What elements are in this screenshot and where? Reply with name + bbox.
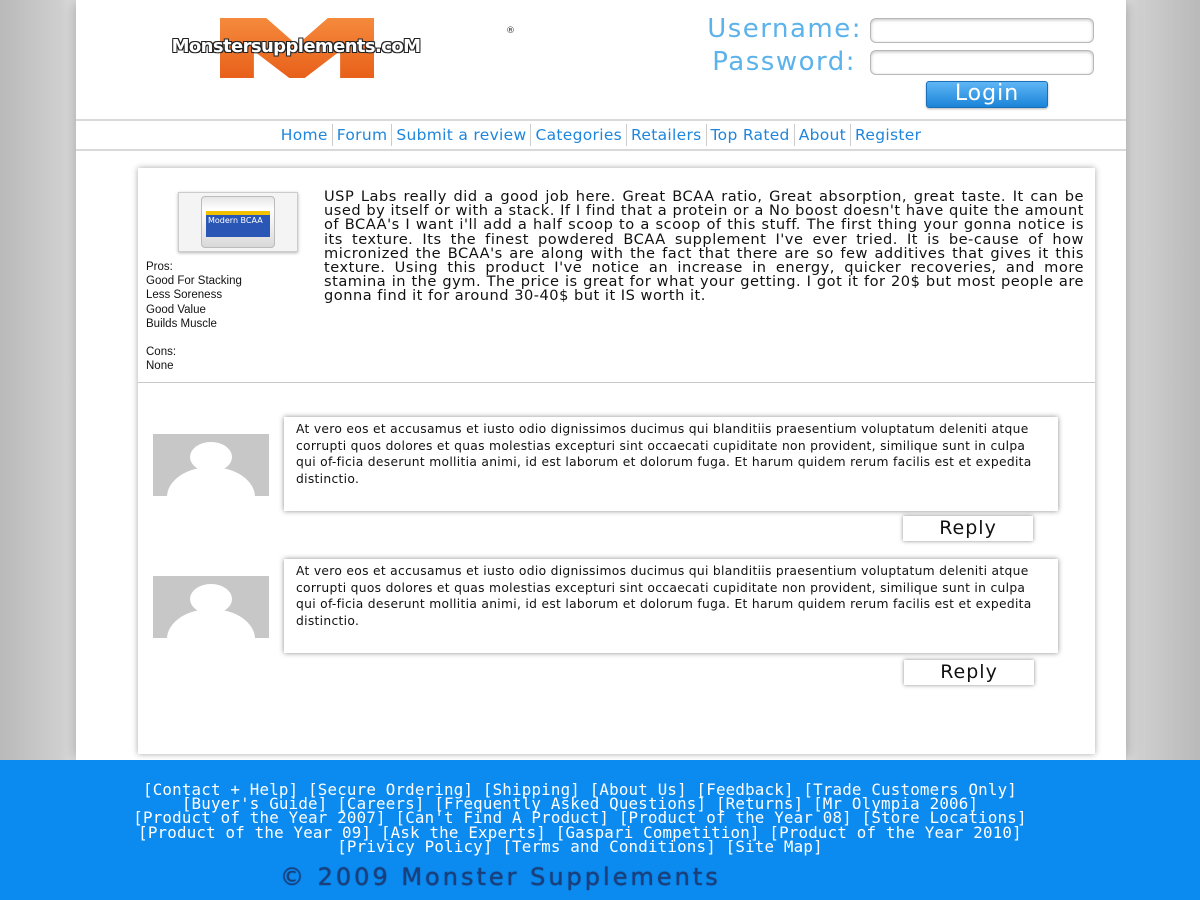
footer-link-feedback[interactable]: [Feedback] bbox=[696, 780, 794, 799]
footer-link-returns[interactable]: [Returns] bbox=[715, 794, 804, 814]
page-container bbox=[76, 0, 1126, 760]
footer-link-poty-08[interactable]: [Product of the Year 08] bbox=[618, 808, 852, 828]
nav-retailers[interactable]: Retailers bbox=[627, 124, 706, 146]
footer-link-about-us[interactable]: [About Us] bbox=[589, 780, 687, 799]
registered-mark: ® bbox=[506, 26, 515, 36]
footer-link-secure-ordering[interactable]: [Secure Ordering] bbox=[308, 780, 474, 799]
review-text: USP Labs really did a good job here. Great BCAA ratio, Great absorption, great taste. It can be used by itself or with a stack. If I find that a protein or a No boost doesn't have quite the amount of BCAA's I want i'll add a half scoop to a scoop of this stuff. The first thing your gonna notice is its texture. Its the finest powdered BCAA supplement I've ever tried. It is be-cause of how micronized the BCAA's are along with the fact that there are so few additives that gives it this texture. Using this product I've notice an increase in energy, quicker recoveries, and more stamina in the gym. The price is great for what your getting. I got it for 20$ but most people are gonna find it for around 30-40$ but it IS worth it. bbox=[324, 188, 1084, 305]
footer-link-site-map[interactable]: [Site Map] bbox=[725, 836, 823, 856]
product-label: Modern BCAA bbox=[206, 215, 270, 237]
divider bbox=[138, 382, 1095, 383]
footer-link-poty-2007[interactable]: [Product of the Year 2007] bbox=[133, 808, 386, 828]
review-panel bbox=[138, 168, 1095, 754]
main-nav bbox=[76, 119, 1126, 151]
nav-categories[interactable]: Categories bbox=[531, 124, 627, 146]
footer-link-gaspari[interactable]: [Gaspari Competition] bbox=[555, 822, 760, 842]
copyright: © 2009 Monster Supplements bbox=[280, 863, 721, 891]
logo-text: Monstersupplements.coM bbox=[171, 36, 421, 57]
password-label: Password: bbox=[712, 47, 856, 77]
login-button[interactable]: Login bbox=[926, 81, 1048, 108]
product-image[interactable] bbox=[178, 192, 298, 252]
footer-link-buyers-guide[interactable]: [Buyer's Guide] bbox=[181, 794, 328, 814]
nav-top-rated[interactable]: Top Rated bbox=[707, 124, 795, 146]
avatar[interactable] bbox=[153, 434, 269, 496]
nav-register[interactable]: Register bbox=[855, 126, 922, 144]
cons-label: Cons: bbox=[146, 346, 177, 359]
footer-link-mr-olympia[interactable]: [Mr Olympia 2006] bbox=[813, 794, 979, 814]
avatar[interactable] bbox=[153, 576, 269, 638]
con-item: None bbox=[146, 360, 174, 373]
comment-box: At vero eos et accusamus et iusto odio dignissimos ducimus qui blanditiis praesentium voluptatum deleniti atque corrupti quos dolores et quas molestias excepturi sint occaecati cupiditate non provident, similique sunt in culpa qui of-ficia deserunt mollitia animi, id est laborum et dolorum fuga. Et harum quidem rerum facilis est et expedita distinctio. bbox=[284, 559, 1058, 653]
site-footer bbox=[0, 760, 1200, 900]
footer-link-careers[interactable]: [Careers] bbox=[337, 794, 425, 814]
nav-forum[interactable]: Forum bbox=[333, 124, 393, 146]
pros-cons-list bbox=[146, 260, 306, 373]
avatar-body bbox=[167, 609, 255, 638]
footer-links bbox=[80, 780, 1080, 856]
site-logo[interactable] bbox=[142, 18, 515, 80]
nav-about[interactable]: About bbox=[795, 124, 851, 146]
spacer bbox=[146, 331, 306, 345]
footer-link-contact[interactable]: [Contact + Help] bbox=[142, 780, 299, 799]
nav-home[interactable]: Home bbox=[277, 124, 333, 146]
username-input[interactable] bbox=[870, 18, 1094, 43]
password-input[interactable] bbox=[870, 50, 1094, 75]
footer-link-terms[interactable]: [Terms and Conditions] bbox=[502, 836, 716, 856]
reply-button[interactable]: Reply bbox=[904, 660, 1034, 685]
pros-label: Pros: bbox=[146, 261, 173, 273]
footer-link-cant-find[interactable]: [Can't Find A Product] bbox=[395, 808, 610, 828]
pro-item: Builds Muscle bbox=[146, 317, 217, 330]
comment-box: At vero eos et accusamus et iusto odio dignissimos ducimus qui blanditiis praesentium voluptatum deleniti atque corrupti quos dolores et quas molestias excepturi sint occaecati cupiditate non provident, similique sunt in culpa qui of-ficia deserunt mollitia animi, id est laborum et dolorum fuga. Et harum quidem rerum facilis est et expedita distinctio. bbox=[284, 417, 1058, 511]
footer-link-store-locations[interactable]: [Store Locations] bbox=[861, 808, 1027, 828]
footer-link-poty-2010[interactable]: [Product of the Year 2010] bbox=[769, 822, 1022, 842]
footer-link-ask-experts[interactable]: [Ask the Experts] bbox=[380, 822, 547, 842]
reply-button[interactable]: Reply bbox=[903, 516, 1033, 541]
footer-link-shipping[interactable]: [Shipping] bbox=[482, 780, 580, 799]
supplement-tub-icon bbox=[201, 196, 275, 248]
nav-submit-review[interactable]: Submit a review bbox=[392, 124, 531, 146]
footer-link-trade-customers[interactable]: [Trade Customers Only] bbox=[803, 780, 1018, 799]
username-label: Username: bbox=[707, 14, 862, 44]
pro-item: Good For Stacking bbox=[146, 275, 242, 288]
footer-link-poty-09[interactable]: [Product of the Year 09] bbox=[138, 822, 372, 842]
footer-link-faq[interactable]: [Frequently Asked Questions] bbox=[434, 794, 707, 814]
avatar-body bbox=[167, 467, 255, 496]
pro-item: Less Soreness bbox=[146, 289, 223, 302]
footer-link-privacy[interactable]: [Privicy Policy] bbox=[337, 836, 493, 856]
pro-item: Good Value bbox=[146, 303, 206, 316]
